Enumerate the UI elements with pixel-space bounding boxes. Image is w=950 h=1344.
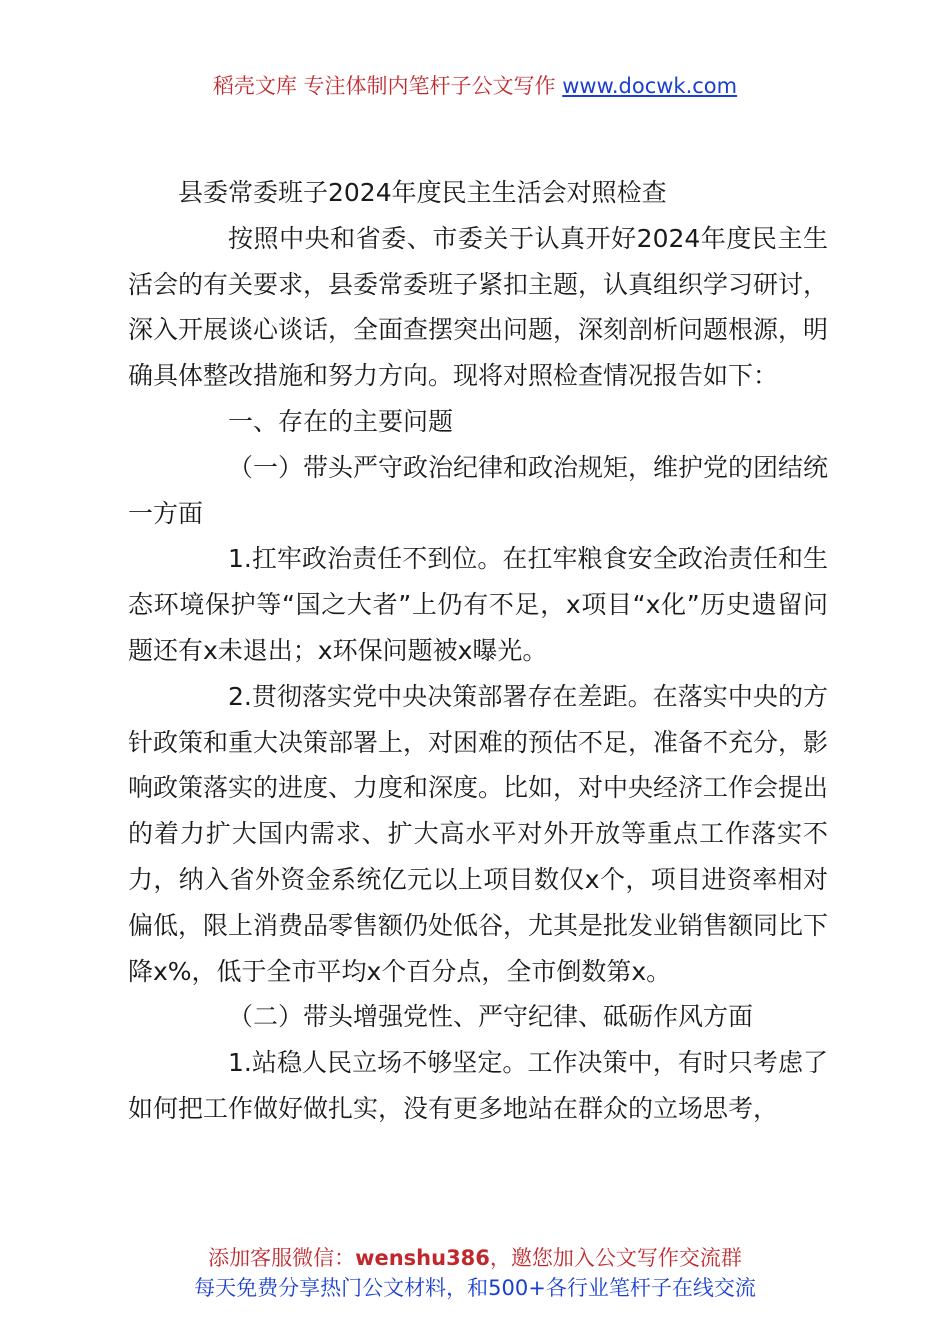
paragraph-item: 2.贯彻落实党中央决策部署存在差距。在落实中央的方针政策和重大决策部署上，对困难的预估不足，准备不充分，影响政策落实的进度、力度和深度。比如，对中央经济工作会提出的着力扩大国内需求、扩大高水平对外开放等重点工作落实不力，纳入省外资金系统亿元以上项目数仅x个，项目进资率相对偏低，限上消费品零售额仍处低谷，尤其是批发业销售额同比下降x%，低于全市平均x个百分点，全市倒数第x。 [128,681,829,986]
document-body [128,170,828,1132]
section-heading: 一、存在的主要问题 [228,406,454,436]
subsection-heading: （二）带头增强党性、严守纪律、砥砺作风方面 [228,1002,754,1032]
brand-text: 稻壳文库 专注体制内笔杆子公文写作 [212,74,556,98]
wechat-id: wenshu386 [355,1246,490,1270]
paragraph-item: 1.扛牢政治责任不到位。在扛牢粮食安全政治责任和生态环境保护等“国之大者”上仍有不足，x项目“x化”历史遗留问题还有x未退出；x环保问题被x曝光。 [128,544,828,665]
subsection-heading: （一）带头严守政治纪律和政治规矩，维护党的团结统一方面 [128,452,829,528]
footer-prefix: 添加客服微信： [208,1246,356,1270]
footer-contact-line [0,1242,950,1272]
footer-promo-line: 每天免费分享热门公文材料，和500+各行业笔杆子在线交流 [194,1276,756,1300]
intro-paragraph: 按照中央和省委、市委关于认真开好2024年度民主生活会的有关要求，县委常委班子紧扣主题，认真组织学习研讨，深入开展谈心谈话，全面查摆突出问题，深刻剖析问题根源，明确具体整改措施和努力方向。现将对照检查情况报告如下： [128,223,829,391]
footer-suffix: ，邀您加入公文写作交流群 [489,1246,742,1270]
paragraph-item: 1.站稳人民立场不够坚定。工作决策中，有时只考虑了如何把工作做好做扎实，没有更多地站在群众的立场思考， [128,1048,828,1123]
document-title: 县委常委班子2024年度民主生活会对照检查 [178,178,667,207]
page-header [0,70,950,100]
site-link[interactable]: www.docwk.com [562,74,738,98]
